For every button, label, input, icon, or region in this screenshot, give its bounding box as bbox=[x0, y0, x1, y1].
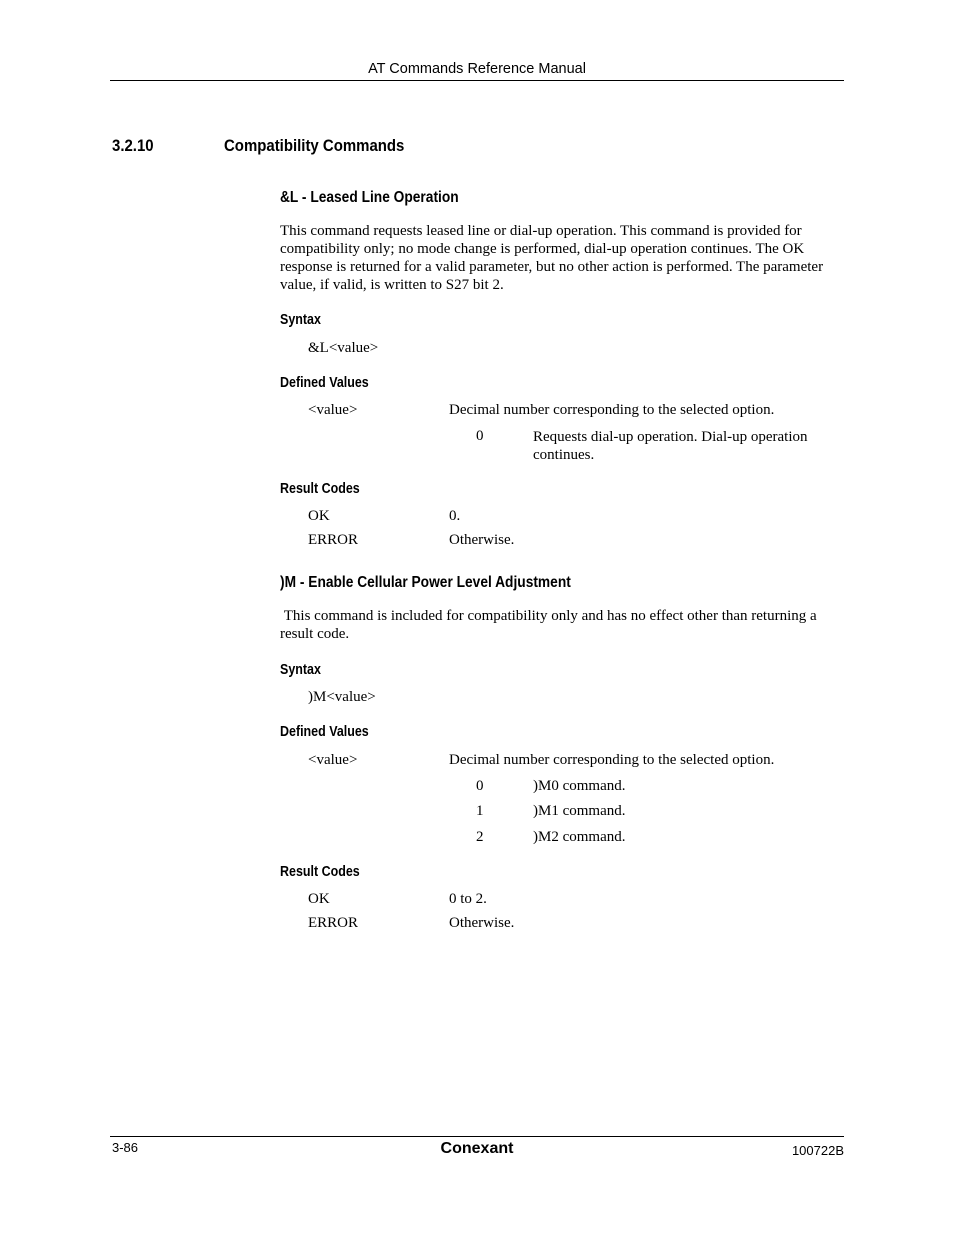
result-code: OK bbox=[308, 508, 330, 524]
option-value: 1 bbox=[476, 803, 484, 819]
section-number: 3.2.10 bbox=[112, 136, 154, 155]
command-description-leased-line: This command requests leased line or dial-up operation. This command is provided for compatibility only; no mode change is performed, dial-up operation continues. The OK response is returned for a valid parameter, but no other action is performed. The parameter value, if valid, is written to S27 bit 2. bbox=[280, 223, 824, 293]
option-value: 2 bbox=[476, 829, 484, 845]
result-code: OK bbox=[308, 891, 330, 907]
command-description-cellular-power: This command is included for compatibility only and has no effect other than returning a result code. bbox=[280, 608, 821, 642]
option-value: 0 bbox=[476, 428, 484, 444]
section-title: Compatibility Commands bbox=[224, 136, 405, 155]
syntax-heading: Syntax bbox=[280, 662, 321, 678]
result-code-description: 0. bbox=[449, 508, 461, 524]
header-rule bbox=[110, 80, 844, 81]
result-codes-heading: Result Codes bbox=[280, 864, 360, 880]
option-description: )M2 command. bbox=[533, 829, 626, 845]
running-header: AT Commands Reference Manual bbox=[368, 61, 586, 77]
defined-values-heading: Defined Values bbox=[280, 724, 369, 740]
document-number: 100722B bbox=[791, 1143, 844, 1158]
option-value: 0 bbox=[476, 778, 484, 794]
option-description: )M1 command. bbox=[533, 803, 626, 819]
result-codes-heading: Result Codes bbox=[280, 481, 360, 497]
result-code-description: Otherwise. bbox=[449, 915, 515, 931]
syntax-text: )M<value> bbox=[308, 689, 376, 705]
syntax-heading: Syntax bbox=[280, 312, 321, 328]
result-code-description: 0 to 2. bbox=[449, 891, 487, 907]
footer-rule bbox=[110, 1136, 844, 1137]
option-description: )M0 command. bbox=[533, 778, 626, 794]
defined-values-heading: Defined Values bbox=[280, 375, 369, 391]
option-description: Requests dial-up operation. Dial-up operation continues. bbox=[533, 429, 808, 463]
result-code: ERROR bbox=[308, 915, 359, 931]
command-heading-leased-line: &L - Leased Line Operation bbox=[280, 189, 459, 206]
param-name: <value> bbox=[308, 402, 358, 418]
result-code-description: Otherwise. bbox=[449, 532, 515, 548]
result-code: ERROR bbox=[308, 532, 359, 548]
page-number: 3-86 bbox=[112, 1140, 139, 1155]
param-description: Decimal number corresponding to the selected option. bbox=[449, 402, 775, 418]
footer-company: Conexant bbox=[440, 1140, 514, 1157]
param-description: Decimal number corresponding to the selected option. bbox=[449, 752, 775, 768]
param-name: <value> bbox=[308, 752, 358, 768]
command-heading-cellular-power: )M - Enable Cellular Power Level Adjustment bbox=[280, 574, 571, 591]
syntax-text: &L<value> bbox=[308, 340, 379, 356]
